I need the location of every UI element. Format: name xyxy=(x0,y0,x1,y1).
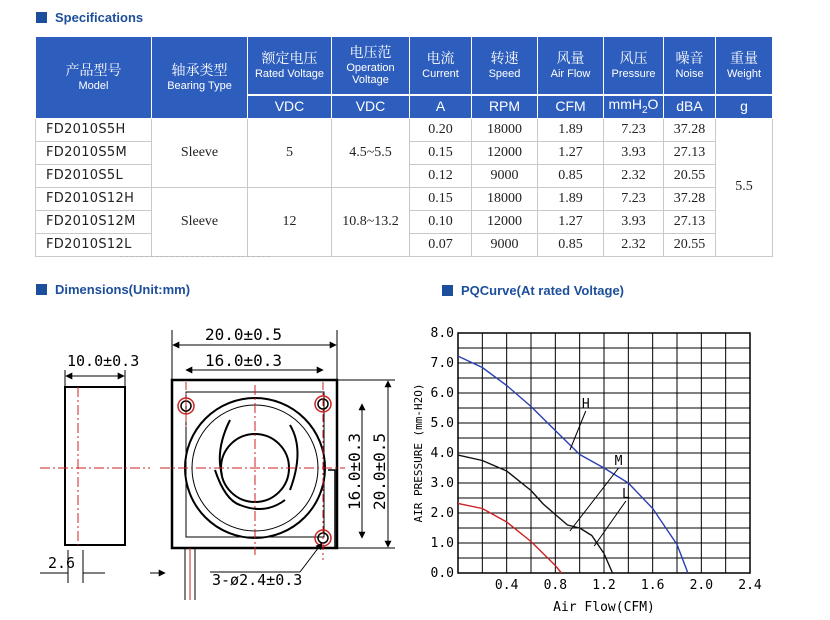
section-bullet-icon xyxy=(36,284,47,295)
callout-leader xyxy=(594,501,626,546)
outer-width-label: 20.0±0.5 xyxy=(205,325,283,344)
side-view-body xyxy=(65,387,125,545)
dimensions-title: Dimensions(Unit:mm) xyxy=(55,282,191,297)
model-cell: FD2010S12H xyxy=(36,187,152,210)
grid xyxy=(458,333,750,573)
unit-cell: VDC xyxy=(248,95,332,119)
model-cell: FD2010S5L xyxy=(36,164,152,187)
model-cell: FD2010S12L xyxy=(36,233,152,256)
header-operation-voltage: 电压范 Operation Voltage xyxy=(332,37,410,95)
header-rated-voltage: 额定电压 Rated Voltage xyxy=(248,37,332,95)
speed-cell: 12000 xyxy=(472,210,538,233)
unit-cell: A xyxy=(410,95,472,119)
flow-cell: 0.85 xyxy=(538,164,604,187)
pq-curve-chart xyxy=(400,300,820,620)
unit-cell: g xyxy=(716,95,773,119)
current-cell: 0.12 xyxy=(410,164,472,187)
pressure-cell: 3.93 xyxy=(604,141,664,164)
rated-voltage-cell: 12 xyxy=(248,187,332,256)
current-cell: 0.15 xyxy=(410,141,472,164)
flow-cell: 1.89 xyxy=(538,118,604,141)
series-label-M: M xyxy=(614,454,623,469)
table-row xyxy=(36,187,773,210)
model-cell: FD2010S12M xyxy=(36,210,152,233)
inner-width-label: 16.0±0.3 xyxy=(205,351,283,370)
y-tick-label: 4.0 xyxy=(430,446,454,461)
header-current: 电流 Current xyxy=(410,37,472,95)
current-cell: 0.07 xyxy=(410,233,472,256)
pressure-cell: 7.23 xyxy=(604,187,664,210)
unit-cell: dBA xyxy=(664,95,716,119)
unit-cell: mmH$_2$O xyxy=(604,95,664,119)
series-line-L xyxy=(458,503,561,573)
header-noise: 噪音 Noise xyxy=(664,37,716,95)
y-tick-label: 5.0 xyxy=(430,416,454,431)
header-model: 产品型号 Model xyxy=(36,37,152,119)
pqcurve-title: PQCurve(At rated Voltage) xyxy=(461,283,625,298)
current-cell: 0.20 xyxy=(410,118,472,141)
bearing-cell: Sleeve xyxy=(152,187,248,256)
outer-height-label: 20.0±0.5 xyxy=(370,432,389,510)
model-cell: FD2010S5H xyxy=(36,118,152,141)
header-speed: 转速 Speed xyxy=(472,37,538,95)
noise-cell: 20.55 xyxy=(664,164,716,187)
pressure-cell: 3.93 xyxy=(604,210,664,233)
dimensions-drawing xyxy=(0,300,420,620)
rated-voltage-cell: 5 xyxy=(248,118,332,187)
callout-leader xyxy=(570,411,586,450)
y-tick-label: 8.0 xyxy=(430,326,454,341)
x-tick-label: 2.0 xyxy=(689,578,714,593)
noise-cell: 27.13 xyxy=(664,210,716,233)
header-air-flow: 风量 Air Flow xyxy=(538,37,604,95)
pressure-cell: 2.32 xyxy=(604,233,664,256)
y-tick-label: 1.0 xyxy=(430,536,454,551)
front-view xyxy=(160,380,345,600)
holes-label: 3-ø2.4±0.3 xyxy=(212,571,303,589)
x-tick-label: 2.4 xyxy=(738,578,762,593)
y-tick-label: 0.0 xyxy=(430,566,454,581)
specifications-title: Specifications xyxy=(55,10,144,25)
noise-cell: 20.55 xyxy=(664,233,716,256)
bearing-cell: Sleeve xyxy=(152,118,248,187)
noise-cell: 37.28 xyxy=(664,118,716,141)
current-cell: 0.10 xyxy=(410,210,472,233)
specifications-heading xyxy=(36,10,143,25)
voltage-range-cell: 4.5~5.5 xyxy=(332,118,410,187)
speed-cell: 9000 xyxy=(472,164,538,187)
weight-cell: 5.5 xyxy=(716,118,773,256)
current-cell: 0.15 xyxy=(410,187,472,210)
depth-label: 10.0±0.3 xyxy=(67,352,140,370)
flow-cell: 1.89 xyxy=(538,187,604,210)
noise-cell: 37.28 xyxy=(664,187,716,210)
x-tick-label: 1.2 xyxy=(592,578,616,593)
table-row xyxy=(36,118,773,141)
speed-cell: 18000 xyxy=(472,187,538,210)
unit-cell: RPM xyxy=(472,95,538,119)
x-tick-label: 0.4 xyxy=(494,578,519,593)
y-tick-label: 7.0 xyxy=(430,356,454,371)
header-row xyxy=(36,37,773,95)
header-weight: 重量 Weight xyxy=(716,37,773,95)
series-label-L: L xyxy=(621,487,630,502)
pressure-cell: 7.23 xyxy=(604,118,664,141)
inner-height-label: 16.0±0.3 xyxy=(345,432,364,510)
flow-cell: 0.85 xyxy=(538,233,604,256)
flow-cell: 1.27 xyxy=(538,141,604,164)
series-label-H: H xyxy=(581,397,590,412)
header-pressure: 风压 Pressure xyxy=(604,37,664,95)
noise-cell: 27.13 xyxy=(664,141,716,164)
divider xyxy=(120,256,270,257)
pressure-cell: 2.32 xyxy=(604,164,664,187)
x-tick-label: 0.8 xyxy=(543,578,568,593)
series-line-M xyxy=(458,455,613,573)
y-axis-label: AIR PRESSURE (mm-H2O) xyxy=(412,383,425,523)
unit-cell: VDC xyxy=(332,95,410,119)
flange-label: 2.6 xyxy=(48,554,76,572)
y-tick-label: 3.0 xyxy=(430,476,454,491)
specifications-table xyxy=(35,36,773,257)
x-tick-label: 1.6 xyxy=(640,578,665,593)
voltage-range-cell: 10.8~13.2 xyxy=(332,187,410,256)
x-axis-label: Air Flow(CFM) xyxy=(553,600,655,615)
model-cell: FD2010S5M xyxy=(36,141,152,164)
pqcurve-heading xyxy=(442,283,624,298)
flow-cell: 1.27 xyxy=(538,210,604,233)
dimensions-heading xyxy=(36,282,190,297)
y-tick-label: 2.0 xyxy=(430,506,454,521)
section-bullet-icon xyxy=(36,12,47,23)
unit-cell: CFM xyxy=(538,95,604,119)
section-bullet-icon xyxy=(442,285,453,296)
speed-cell: 9000 xyxy=(472,233,538,256)
speed-cell: 12000 xyxy=(472,141,538,164)
y-tick-label: 6.0 xyxy=(430,386,454,401)
speed-cell: 18000 xyxy=(472,118,538,141)
header-bearing: 轴承类型 Bearing Type xyxy=(152,37,248,119)
